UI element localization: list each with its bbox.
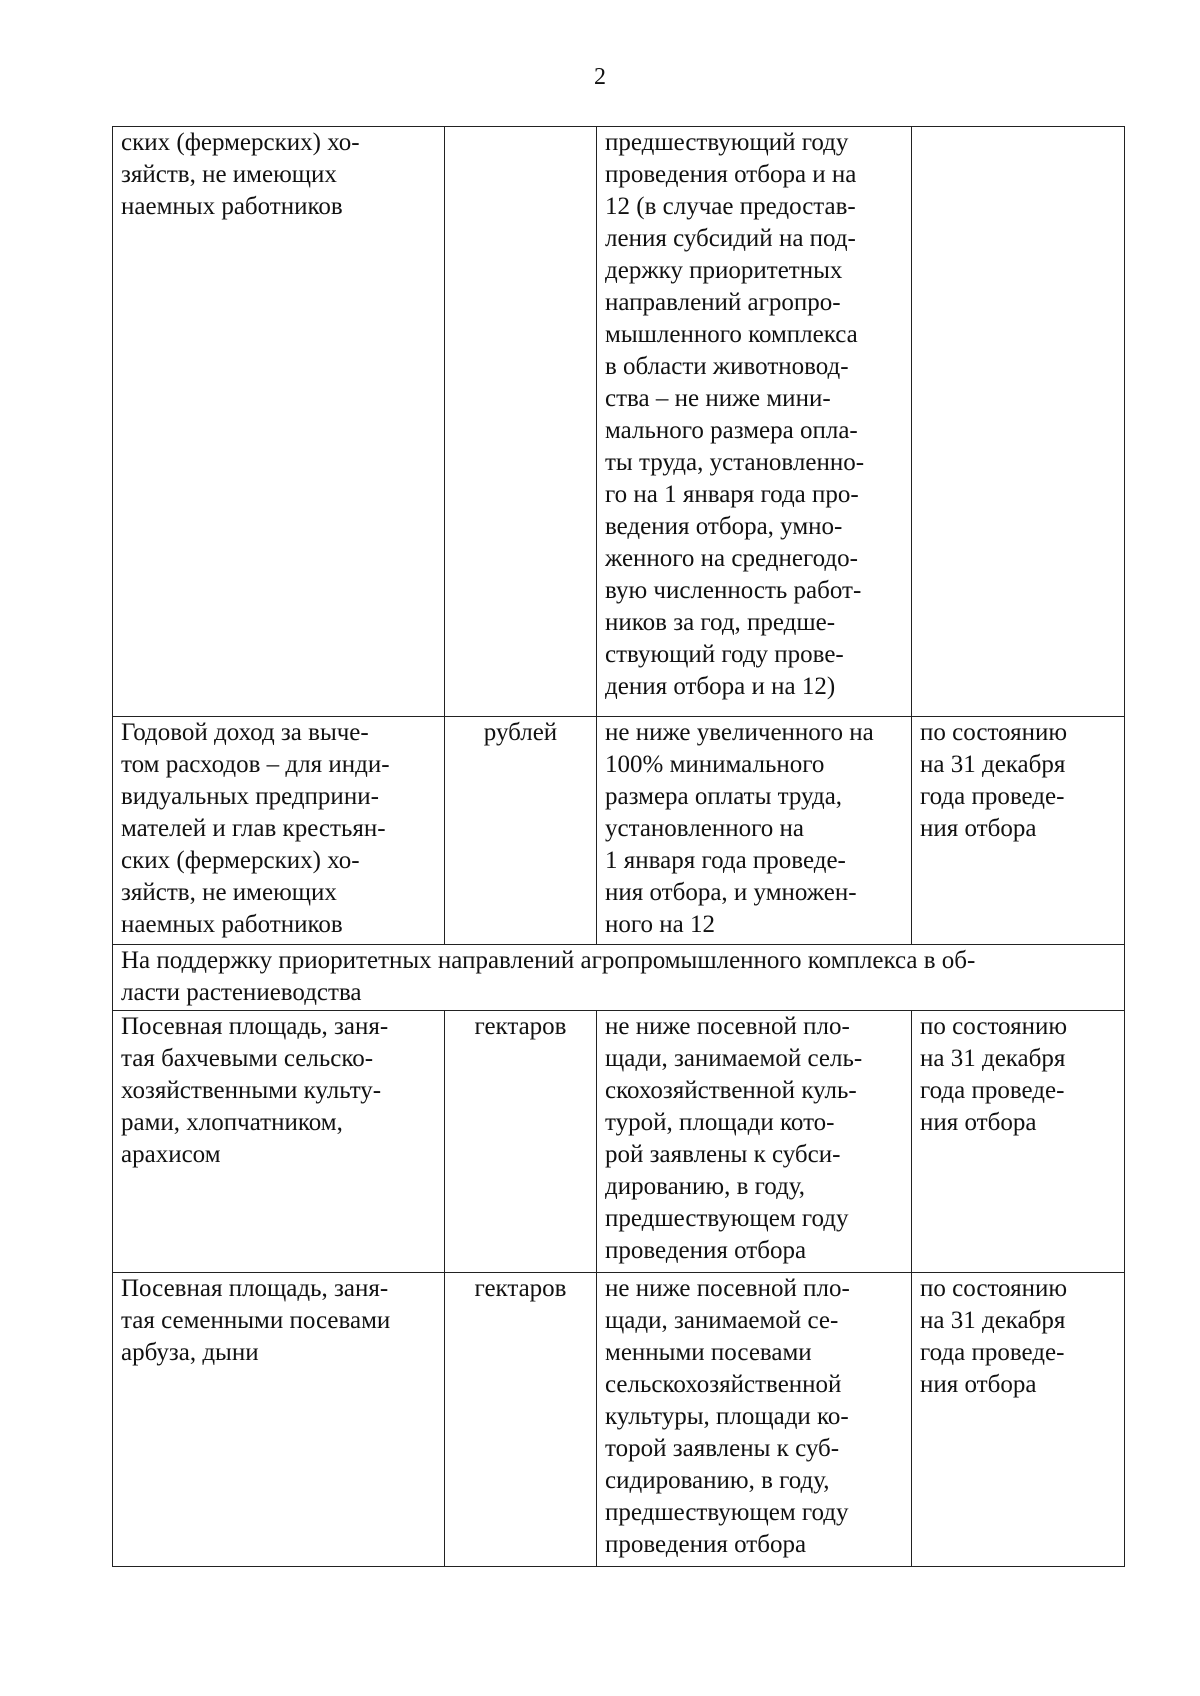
- section-heading: На поддержку приоритетных направлений агропромышленного комплекса в об- ласти растениеводства: [113, 945, 1125, 1011]
- criteria-table: [112, 126, 1125, 1567]
- unit-cell: гектаров: [445, 1011, 597, 1273]
- indicator-cell: Посевная площадь, заня- тая бахчевыми сельско- хозяйственными культу- рами, хлопчатником, арахисом: [113, 1011, 445, 1273]
- value-cell: предшествующий году проведения отбора и на 12 (в случае предостав- ления субсидий на под- держку приоритетных направлений агропро- мышленного комплекса в области животновод- ства – не ниже мини- мального размера опла- ты труда, установленно- го на 1 января года про- ведения отбора, умно- женного на среднегодо- вую численность работ- ников за год, предше- ствующий году прове- дения отбора и на 12): [597, 127, 912, 717]
- date-cell: по состоянию на 31 декабря года проведе- ния отбора: [912, 717, 1125, 945]
- date-cell: по состоянию на 31 декабря года проведе- ния отбора: [912, 1273, 1125, 1567]
- value-cell: не ниже посевной пло- щади, занимаемой се- менными посевами сельскохозяйственной культуры, площади ко- торой заявлены к суб- сидированию, в году, предшествующем году проведения отбора: [597, 1273, 912, 1567]
- indicator-cell: Годовой доход за выче- том расходов – для инди- видуальных предприни- мателей и глав крестьян- ских (фермерских) хо- зяйств, не имеющих наемных работников: [113, 717, 445, 945]
- value-cell: не ниже посевной пло- щади, занимаемой сель- скохозяйственной куль- турой, площади кото- рой заявлены к субси- дированию, в году, предшествующем году проведения отбора: [597, 1011, 912, 1273]
- date-cell: [912, 127, 1125, 717]
- indicator-cell: Посевная площадь, заня- тая семенными посевами арбуза, дыни: [113, 1273, 445, 1567]
- unit-cell: рублей: [445, 717, 597, 945]
- section-heading-row: [113, 945, 1125, 1011]
- table-row: [113, 717, 1125, 945]
- table-row: [113, 1011, 1125, 1273]
- page-number: 2: [594, 64, 606, 90]
- table-row: [113, 127, 1125, 717]
- unit-cell: гектаров: [445, 1273, 597, 1567]
- indicator-cell: ских (фермерских) хо- зяйств, не имеющих наемных работников: [113, 127, 445, 717]
- unit-cell: [445, 127, 597, 717]
- date-cell: по состоянию на 31 декабря года проведе- ния отбора: [912, 1011, 1125, 1273]
- table-row: [113, 1273, 1125, 1567]
- value-cell: не ниже увеличенного на 100% минимального размера оплаты труда, установленного на 1 января года проведе- ния отбора, и умножен- ного на 12: [597, 717, 912, 945]
